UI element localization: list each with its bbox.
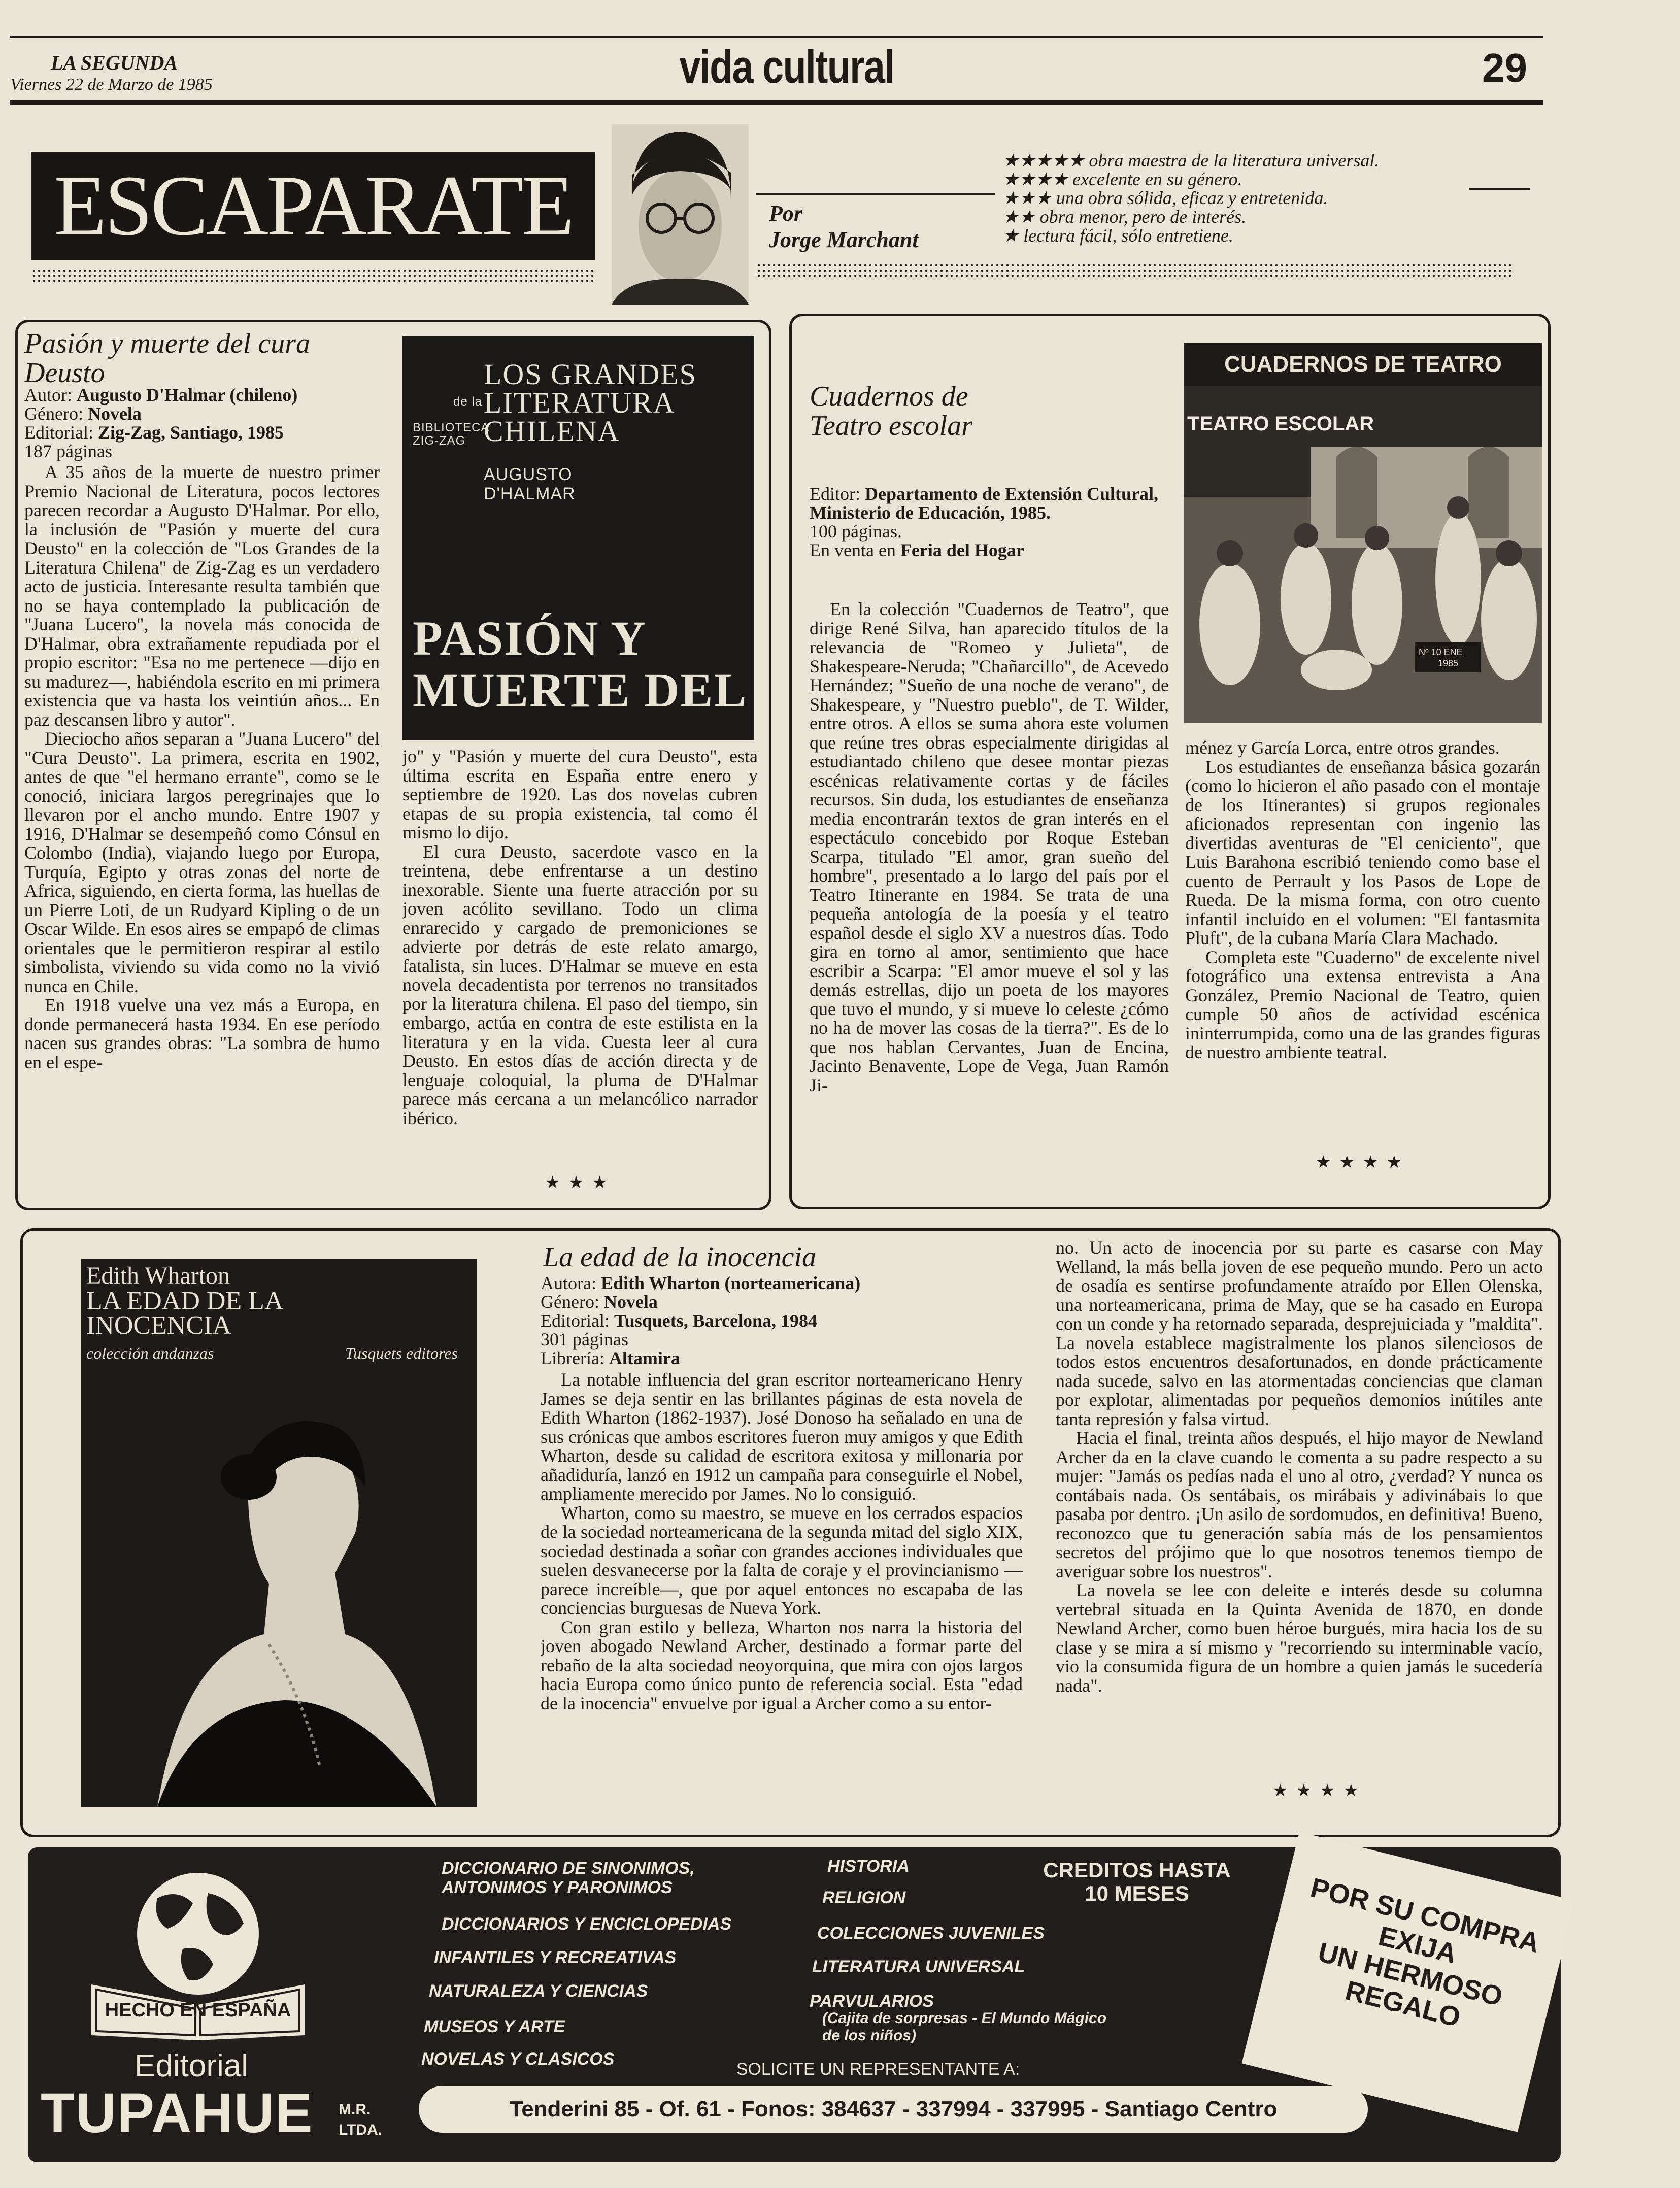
ad-item: RELIGION	[822, 1888, 906, 1907]
meta-line: Editorial: Zig-Zag, Santiago, 1985	[24, 422, 284, 443]
legend-4-stars: ★★★★ excelente en su género.	[1002, 169, 1242, 189]
star-rating-legend	[1002, 151, 1469, 245]
ad-item: COLECCIONES JUVENILES	[817, 1924, 1045, 1943]
paragraph: Wharton, como su maestro, se mueve en los cerrados espacios de la sociedad norteamericana de la segunda mitad del siglo XIX, sociedad destinada a soñar con grandes acciones individuales que suelen desvanecerse por la falta de coraje y el provincianismo —parece increíble—, que por aquel entonces no escapaba de las conciencias burguesas de Nueva York.	[541, 1502, 1023, 1618]
meta-line: 187 páginas	[24, 441, 112, 461]
meta-line: Librería: Altamira	[541, 1348, 680, 1368]
escaparate-banner: ESCAPARATE	[31, 152, 595, 260]
cover-subtitle: TEATRO ESCOLAR	[1187, 413, 1374, 435]
ad-item: PARVULARIOS	[810, 1992, 934, 2011]
cover-series-line-2: de la	[453, 395, 483, 409]
cover-title-2: MUERTE DEL	[413, 663, 748, 717]
cover-series-line-3: LITERATURA	[484, 386, 676, 419]
book-cover-pasion	[402, 336, 754, 740]
paragraph: no. Un acto de inocencia por su parte es casarse con May Welland, la más bella joven de ese pequeño mundo. Pero un acto de osadía es sentirse profundamente atraído por Ellen Olenska, una norteamericana, prima de May, que se ha casado en Europa con un conde y ha retornado separada, desprejuiciada y "maldita". La novela establece magistralmente los planos silenciosos de todos estos encuentros desafortunados, en donde prácticamente nada sucede, salvo en las atormentadas conciencias que claman por explotar, alimentadas por pequeños demonios inútiles ante tanta represión y falsa virtud.	[1056, 1238, 1543, 1429]
article-teatro-column-2	[1185, 738, 1540, 1155]
section-title: vida cultural	[679, 41, 894, 93]
cover-publisher: Tusquets editores	[345, 1344, 458, 1362]
columnist-photo	[612, 124, 749, 305]
article-inocencia-column-2	[1056, 1238, 1543, 1779]
cover-title-2: INOCENCIA	[86, 1311, 231, 1340]
ad-item: INFANTILES Y RECREATIVAS	[434, 1948, 677, 1967]
legend-rule	[1469, 188, 1530, 190]
legend-3-stars: ★★★ una obra sólida, eficaz y entretenida.	[1002, 188, 1328, 208]
legend-2-stars: ★★ obra menor, pero de interés.	[1002, 207, 1247, 227]
byline-rule	[756, 193, 995, 195]
ad-item: NATURALEZA Y CIENCIAS	[429, 1981, 648, 2001]
banner-dot-strip-left	[31, 268, 595, 284]
article-inocencia-meta	[541, 1274, 1028, 1368]
publication-name: LA SEGUNDA	[51, 51, 178, 74]
paragraph: En la colección "Cuadernos de Teatro", que dirige René Silva, han aparecido títulos de la relevancia de "Romeo y Julieta", de Shakespeare-Neruda; "Chañarcillo", de Acevedo Hernández; "Sueño de una noche de verano", de Shakespeare, y "Nuestro pueblo", de T. Wilder, entre otros. A ellos se suma ahora este volumen que reúne tres obras especialmente dirigidas al estudiantado chileno que desee montar piezas escénicas relativamente cortas y de fáciles recursos. Sin duda, los estudiantes de enseñanza media encontrarán textos de gran interés en el espectáculo concebido por Roque Esteban Scarpa, titulado "El amor, gran sueño del hombre", presentado a lo largo del país por el Teatro Itinerante en 1984. Se trata de una pequeña antología de la poesía y el teatro español desde el siglo XV a nuestros días. Todo gira en torno al amor, sentimiento que hace escribir a Scarpa: "El amor mueve el sol y las demás estrellas, dijo un poeta de los mayores que tuvo el mundo, y si mueve lo celeste ¿cómo no ha de mover las cosas de la tierra?". Es de lo que nos hablan Cervantes, Juan de Encina, Jacinto Benavente, Lope de Vega, Juan Ramón Ji-	[810, 600, 1169, 1095]
brand-mark-ltda: LTDA.	[339, 2122, 383, 2138]
paragraph: ménez y García Lorca, entre otros grandes.	[1185, 738, 1500, 758]
header-bottom-rule	[10, 100, 1543, 105]
article-pasion-title: Pasión y muerte del cura Deusto	[24, 328, 310, 389]
ad-contact-bar: Tenderini 85 - Of. 61 - Fonos: 384637 - 337994 - 337995 - Santiago Centro	[419, 2086, 1368, 2133]
cover-imprint-1: BIBLIOTECA	[413, 421, 490, 434]
banner-dot-strip-right	[756, 263, 1513, 278]
cover-issue-2: 1985	[1438, 658, 1459, 668]
book-cover-cuadernos	[1184, 343, 1542, 723]
ad-item: DICCIONARIO DE SINONIMOS, ANTONIMOS Y PARONIMOS	[442, 1859, 695, 1897]
brand-mark-mr: M.R.	[339, 2101, 371, 2118]
paragraph: A 35 años de la muerte de nuestro primer Premio Nacional de Literatura, pocos lectores parecen recordar a Augusto D'Halmar. Por ello, la inclusión de "Pasión y muerte del cura Deusto" en la colección de "Los Grandes de la Literatura Chilena" de Zig-Zag es un verdadero acto de justicia. Interesante resulta también que no se haya contemplado la publicación de "Juana Lucero", la novela más conocida de D'Halmar, obra extrañamente repudiada por el propio escritor: "Esa no me pertenece —dijo en su madurez—, habiéndola escrito en mi primera existencia que va hasta los veintiún años... En paz descansen libro y autor".	[24, 463, 380, 730]
meta-line: Autora: Edith Wharton (norteamericana)	[541, 1273, 861, 1293]
ad-item: NOVELAS Y CLASICOS	[421, 2049, 615, 2069]
meta-line: 100 páginas.	[810, 521, 902, 542]
cover-title-1: PASIÓN Y	[413, 611, 647, 665]
article-inocencia-title: La edad de la inocencia	[543, 1241, 817, 1273]
paragraph: El cura Deusto, sacerdote vasco en la treintena, debe enfrentarse a un destino inexorable. Siente una fuerte atracción por su joven acólito sevillano. Todo un clima enrarecido y cargado de premoniciones se advierte por detrás de este relato amargo, fatalista, sin luces. D'Halmar se mueve en esta novela decadentista por terrenos no transitados por la literatura chilena. El paso del tiempo, sin embargo, actúa en contra de este estilista en la literatura y en la vida. Cuesta leer al cura Deusto. En estos días de acción directa y de lenguaje coloquial, la pluma de D'Halmar parece más cercana a un melancólico narrador ibérico.	[402, 841, 758, 1128]
meta-line: 301 páginas	[541, 1329, 628, 1350]
paragraph: En 1918 vuelve una vez más a Europa, en donde permanecerá hasta 1934. En ese período nacen sus grandes obras: "La sombra de humo en el espe-	[24, 995, 380, 1072]
hecho-en-espana-badge: HECHO EN ESPAÑA	[105, 2000, 291, 2021]
portrait-image	[612, 124, 749, 305]
book-cover-inocencia	[81, 1259, 477, 1807]
legend-5-stars: ★★★★★ obra maestra de la literatura universal.	[1002, 150, 1380, 171]
cover-author-2: D'HALMAR	[484, 484, 576, 503]
cover-series-line-1: LOS GRANDES	[484, 358, 697, 391]
cover-series-line-4: CHILENA	[484, 415, 620, 448]
cover-author-1: AUGUSTO	[484, 465, 573, 484]
ad-item: HISTORIA	[827, 1857, 910, 1876]
meta-line: Autor: Augusto D'Halmar (chileno)	[24, 385, 298, 405]
meta-line: Editor: Departamento de Extensión Cultural, Ministerio de Educación, 1985.	[810, 484, 1158, 523]
article-pasion-rating: ★★★	[545, 1173, 616, 1192]
ad-solicite: SOLICITE UN REPRESENTANTE A:	[736, 2060, 1020, 2079]
paragraph: Con gran estilo y belleza, Wharton nos narra la historia del joven abogado Newland Archer, destinado a formar parte del rebaño de la alta sociedad neoyorquina, que mira con ojos largos hacia Europa como único punto de referencia social. Esta "edad de la inocencia" envuelve por igual a Archer como a su entor-	[541, 1617, 1023, 1713]
brand-editorial: Editorial	[135, 2048, 248, 2083]
paragraph: jo" y "Pasión y muerte del cura Deusto", esta última escrita en España entre enero y septiembre de 1920. Las dos novelas cubren etapas de su propia existencia, tal como él mismo lo dijo.	[402, 747, 758, 843]
article-teatro-meta	[810, 485, 1165, 560]
publication-date: Viernes 22 de Marzo de 1985	[10, 75, 213, 94]
article-teatro-title-2: Teatro escolar	[810, 410, 972, 442]
article-pasion-meta	[24, 386, 395, 461]
paragraph: Dieciocho años separan a "Juana Lucero" del "Cura Deusto". La primera, escrita en 1902, antes de que "el hermano errante", como se le conoció, iniciara largos peregrinajes que lo llevaron por el ancho mundo. Entre 1907 y 1916, D'Halmar se desempeñó como Cónsul en Colombo (India), viajando luego por Europa, Turquía, Egipto y otras zonas del norte de Africa, siguiendo, en cierta forma, las huellas de un Pierre Loti, de un Rudyard Kipling o de un Oscar Wilde. En esos aires se empapó de climas orientales que le permitieron respirar al estilo simbolista, viviendo su vida como no la vivió nunca en Chile.	[24, 728, 380, 996]
article-teatro-rating: ★★★★	[1316, 1153, 1410, 1172]
meta-line: Editorial: Tusquets, Barcelona, 1984	[541, 1310, 818, 1331]
paragraph: La notable influencia del gran escritor norteamericano Henry James se deja sentir en las brillantes páginas de esta novela de Edith Wharton (1862-1937). José Donoso ha señalado en una de sus crónicas que ambos escritores fueron muy amigos y que Edith Wharton, desde su calidad de escritora exitosa y millonaria por añadiduría, lanzó en 1912 un campaña para conseguirle el Nobel, ampliamente merecido por James. No lo consiguió.	[541, 1370, 1023, 1504]
ad-item: DICCIONARIOS Y ENCICLOPEDIAS	[442, 1914, 732, 1934]
legend-1-star: ★ lectura fácil, sólo entretiene.	[1002, 225, 1233, 246]
cover-issue-1: Nº 10 ENE	[1419, 647, 1463, 657]
paragraph: Hacia el final, treinta años después, el hijo mayor de Newland Archer da en la clave cuando le comenta a su padre respecto a su mujer: "Jamás os pedías nada el uno al otro, ¿verdad? Y nunca os contábais nada. Os sentábais, os mirábais y adivinábais lo que pasaba por dentro. ¡Un asilo de sordomudos, en definitiva! Bueno, reconozco que tu generación sabía más de los pensamientos secretos del prójimo que lo que nosotros tenemos tiempo de averiguar sobre los nuestros".	[1056, 1428, 1543, 1581]
cover-series: colección andanzas	[86, 1344, 214, 1362]
header-top-rule	[10, 36, 1543, 38]
cover-title: CUADERNOS DE TEATRO	[1184, 343, 1542, 386]
meta-line: Género: Novela	[541, 1292, 658, 1312]
byline-author: Jorge Marchant	[769, 227, 919, 252]
meta-line: En venta en Feria del Hogar	[810, 540, 1024, 560]
promo-text: POR SU COMPRA EXIJA UN HERMOSO REGALO	[1307, 1872, 1543, 2033]
ad-item: LITERATURA UNIVERSAL	[812, 1957, 1025, 1976]
meta-line: Género: Novela	[24, 403, 142, 424]
article-inocencia-rating: ★★★★	[1272, 1781, 1367, 1800]
woman-portrait-image	[81, 1370, 477, 1807]
article-pasion-column-1	[24, 463, 380, 1194]
cover-imprint-2: ZIG-ZAG	[413, 434, 466, 448]
page-number: 29	[1482, 45, 1527, 90]
stage-photo	[1184, 386, 1542, 723]
cover-author: Edith Wharton	[86, 1262, 230, 1289]
stage-scene-image	[1184, 386, 1542, 723]
brand-tupahue: TUPAHUE	[41, 2082, 314, 2144]
article-inocencia-column-1	[541, 1370, 1023, 1812]
paragraph: Los estudiantes de enseñanza básica gozarán (como lo hicieron el año pasado con el montaje de los Itinerantes) si grupos regionales aficionados representan con ingenio las divertidas aventuras de "El ceniciento", que Luis Barahona escribió teniendo como base el cuento de Perrault y los Pasos de Lope de Rueda. De la misma forma, con otro cuento infantil incluido en el volumen: "El fantasmita Pluft", de la cubana María Clara Machado.	[1185, 756, 1540, 948]
article-pasion-column-2	[402, 747, 758, 1163]
ad-parvularios-note: (Cajita de sorpresas - El Mundo Mágico de los niños)	[822, 2010, 1107, 2044]
article-teatro-column-1	[810, 600, 1169, 1173]
ad-credit: CREDITOS HASTA 10 MESES	[1043, 1858, 1231, 1905]
byline-por: Por	[769, 201, 802, 226]
article-teatro-title-1: Cuadernos de	[810, 381, 968, 412]
cover-title-1: LA EDAD DE LA	[86, 1287, 284, 1316]
tupahue-advertisement	[28, 1847, 1561, 2162]
ad-item: MUSEOS Y ARTE	[424, 2017, 565, 2036]
paragraph: La novela se lee con deleite e interés desde su columna vertebral situada en la Quinta Avenida de 1870, en donde Newland Archer, como buen héroe burgués, mira hacia los de su clase y se mira a sí mismo y "recorriendo su interminable vacío, vio la consumida figura de un hombre a quien jamás le sucedería nada".	[1056, 1580, 1543, 1696]
paragraph: Completa este "Cuaderno" de excelente nivel fotográfico una extensa entrevista a Ana González, Premio Nacional de Teatro, quien cumple 50 años de actividad escénica ininterrumpida, como una de las grandes figuras de nuestro ambiente teatral.	[1185, 947, 1540, 1062]
